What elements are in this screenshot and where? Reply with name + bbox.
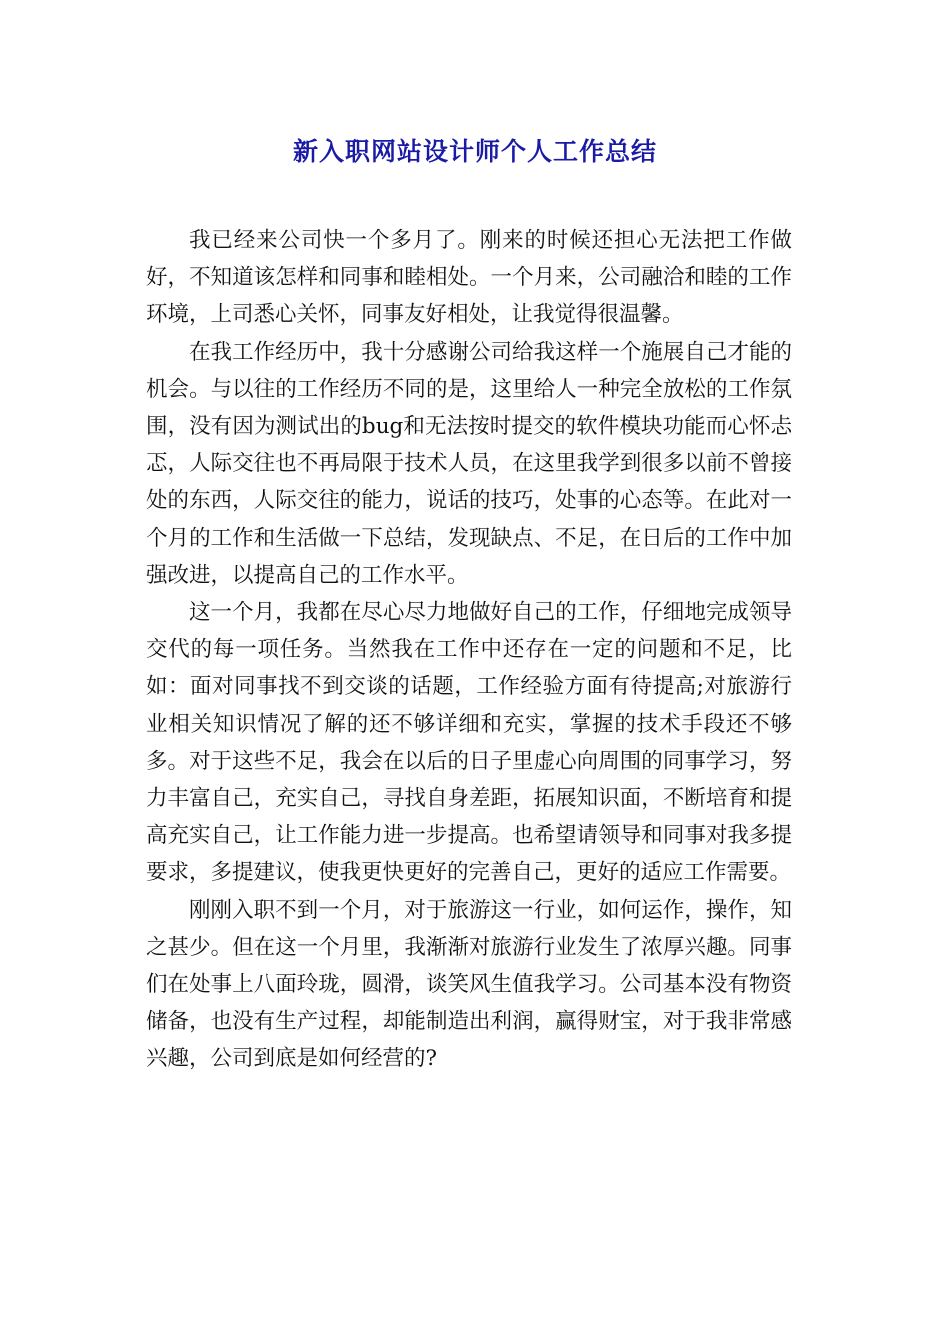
document-title: 新入职网站设计师个人工作总结	[292, 137, 657, 166]
document-body	[146, 222, 792, 1078]
paragraph-1: 我已经来公司快一个多月了。刚来的时候还担心无法把工作做好，不知道该怎样和同事和睦相处。一个月来，公司融洽和睦的工作环境，上司悉心关怀，同事友好相处，让我觉得很温馨。	[146, 228, 792, 328]
paragraph-3: 这一个月，我都在尽心尽力地做好自己的工作，仔细地完成领导交代的每一项任务。当然我在工作中还存在一定的问题和不足，比如：面对同事找不到交谈的话题，工作经验方面有待提高;对旅游行业相关知识情况了解的还不够详细和充实，掌握的技术手段还不够多。对于这些不足，我会在以后的日子里虚心向周围的同事学习，努力丰富自己，充实自己，寻找自身差距，拓展知识面，不断培育和提高充实自己，让工作能力进一步提高。也希望请领导和同事对我多提要求，多提建议，使我更快更好的完善自己，更好的适应工作需要。	[146, 600, 792, 886]
paragraph-2: 在我工作经历中，我十分感谢公司给我这样一个施展自己才能的机会。与以往的工作经历不同的是，这里给人一种完全放松的工作氛围，没有因为测试出的bug和无法按时提交的软件模块功能而心怀忐忑，人际交往也不再局限于技术人员，在这里我学到很多以前不曾接处的东西，人际交往的能力，说话的技巧，处事的心态等。在此对一个月的工作和生活做一下总结，发现缺点、不足，在日后的工作中加强改进，以提高自己的工作水平。	[146, 339, 792, 588]
paragraph-4: 刚刚入职不到一个月，对于旅游这一行业，如何运作，操作，知之甚少。但在这一个月里，我渐渐对旅游行业发生了浓厚兴趣。同事们在处事上八面玲珑，圆滑，谈笑风生值我学习。公司基本没有物资储备，也没有生产过程，却能制造出利润，赢得财宝，对于我非常感兴趣，公司到底是如何经营的?	[146, 897, 792, 1072]
